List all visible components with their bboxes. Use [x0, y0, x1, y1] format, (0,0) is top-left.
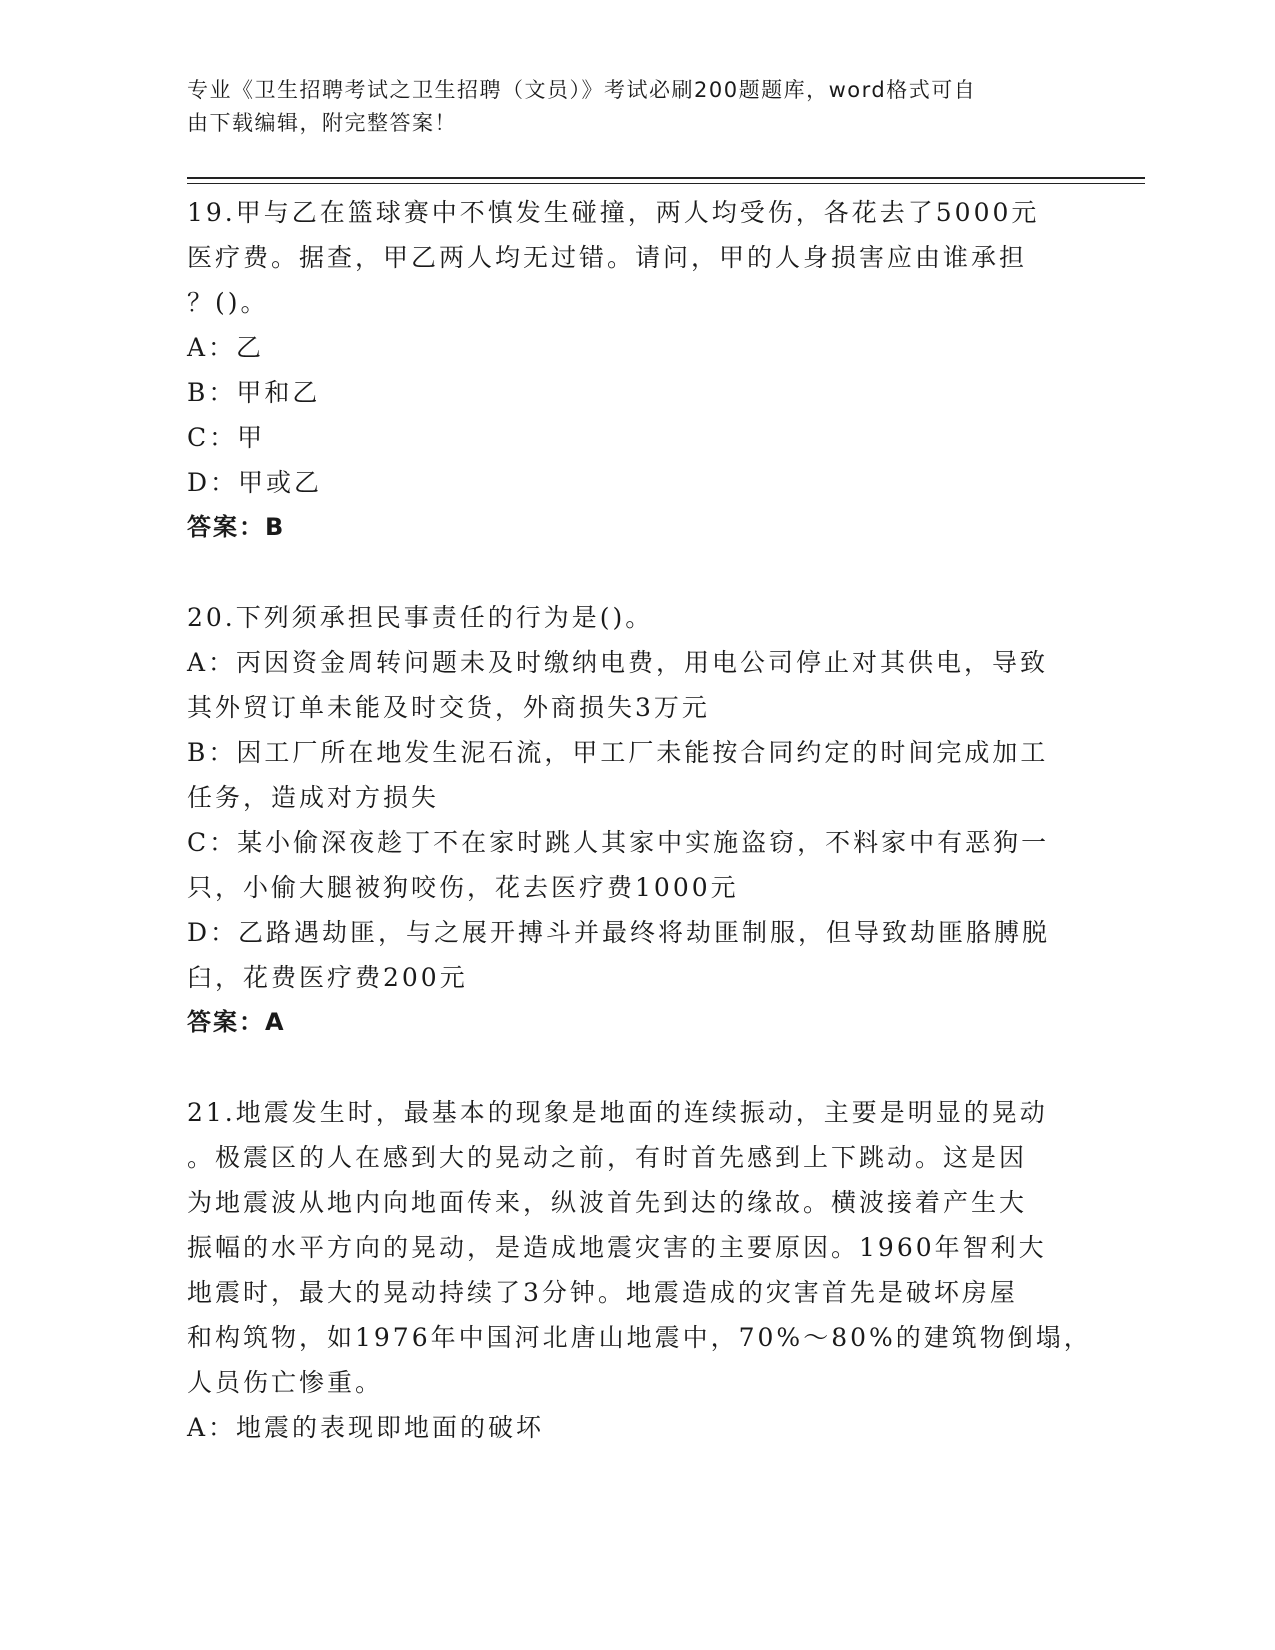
- question-spacer: [187, 1045, 1072, 1090]
- question-stem-line: 振幅的水平方向的晃动，是造成地震灾害的主要原因。1960年智利大: [187, 1233, 1047, 1262]
- question-19: [187, 190, 1072, 550]
- question-list: [187, 190, 1092, 1450]
- question-stem-line: 地震时，最大的晃动持续了3分钟。地震造成的灾害首先是破坏房屋: [187, 1278, 1018, 1307]
- header-divider-thick: [187, 177, 1145, 179]
- question-stem-line: 和构筑物，如1976年中国河北唐山地震中，70%～80%的建筑物倒塌，: [187, 1323, 1092, 1352]
- option-d-line-2: 臼，花费医疗费200元: [187, 963, 468, 992]
- header-line-2: 由下载编辑，附完整答案！: [187, 111, 457, 135]
- question-20: [187, 595, 1072, 1045]
- question-stem-line: ？()。: [187, 288, 269, 317]
- option-a-line-2: 其外贸订单未能及时交货，外商损失3万元: [187, 693, 710, 722]
- option-d-line-1: D：乙路遇劫匪，与之展开搏斗并最终将劫匪制服，但导致劫匪胳膊脱: [187, 918, 1051, 947]
- option-a: A：乙: [187, 333, 265, 362]
- document-header: [187, 74, 1067, 140]
- answer-label: 答案：B: [187, 513, 286, 541]
- option-c: C：甲: [187, 423, 266, 452]
- question-stem-line: 医疗费。据查，甲乙两人均无过错。请问，甲的人身损害应由谁承担: [187, 243, 1028, 272]
- option-a-line-1: A：丙因资金周转问题未及时缴纳电费，用电公司停止对其供电，导致: [187, 648, 1049, 677]
- question-stem-line: 为地震波从地内向地面传来，纵波首先到达的缘故。横波接着产生大: [187, 1188, 1028, 1217]
- question-stem-line: 。极震区的人在感到大的晃动之前，有时首先感到上下跳动。这是因: [187, 1143, 1028, 1172]
- option-c-line-1: C：某小偷深夜趁丁不在家时跳人其家中实施盗窃，不料家中有恶狗一: [187, 828, 1050, 857]
- option-d: D：甲或乙: [187, 468, 323, 497]
- header-line-1: 专业《卫生招聘考试之卫生招聘（文员）》考试必刷200题题库，word格式可自: [187, 78, 977, 102]
- option-a: A：地震的表现即地面的破坏: [187, 1413, 545, 1442]
- question-spacer: [187, 550, 1072, 595]
- option-b-line-1: B：因工厂所在地发生泥石流，甲工厂未能按合同约定的时间完成加工: [187, 738, 1049, 767]
- header-divider-thin: [187, 183, 1145, 184]
- question-stem-line: 19.甲与乙在篮球赛中不慎发生碰撞，两人均受伤，各花去了5000元: [187, 198, 1040, 227]
- option-b-line-2: 任务，造成对方损失: [187, 783, 440, 812]
- option-c-line-2: 只，小偷大腿被狗咬伤，花去医疗费1000元: [187, 873, 739, 902]
- option-b: B：甲和乙: [187, 378, 321, 407]
- question-21: [187, 1090, 1092, 1450]
- answer-label: 答案：A: [187, 1008, 286, 1036]
- question-stem-line: 20.下列须承担民事责任的行为是()。: [187, 603, 654, 632]
- question-stem-line: 21.地震发生时，最基本的现象是地面的连续振动，主要是明显的晃动: [187, 1098, 1048, 1127]
- question-stem-line: 人员伤亡惨重。: [187, 1368, 384, 1397]
